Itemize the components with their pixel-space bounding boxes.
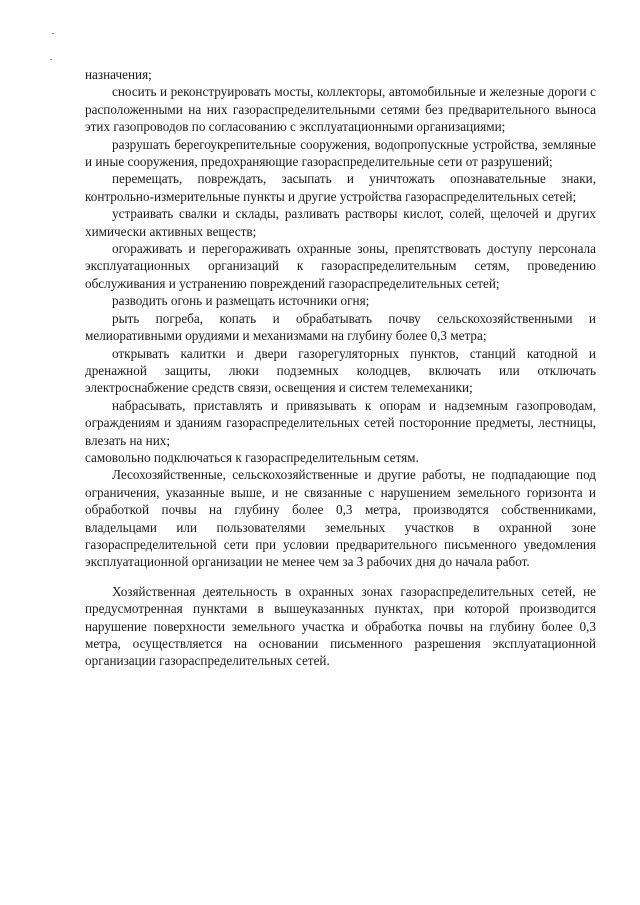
list-item-identification-signs: перемещать, повреждать, засыпать и уничтожать опознавательные знаки, контрольно-измерительные пункты и другие устройства газораспределительных сетей; bbox=[85, 171, 596, 204]
paragraph-permitted-works: Лесохозяйственные, сельскохозяйственные и другие работы, не подпадающие под ограничения, указанные выше, и не связанные с нарушением земельного горизонта и обработкой почвы на глубину более 0,3 метра, производятся собственниками, владельцами или пользователями земельных участков в охранной зоне газораспределительной сети при условии предварительного письменного уведомления эксплуатационной организации не менее чем за 3 рабочих дня до начала работ. bbox=[85, 467, 596, 570]
list-item-dumps: устраивать свалки и склады, разливать растворы кислот, солей, щелочей и других химически активных веществ; bbox=[85, 206, 596, 239]
list-item-bridges: сносить и реконструировать мосты, коллекторы, автомобильные и железные дороги с расположенными на них газораспределительными сетями без предварительного выноса этих газопроводов по согласованию с эксплуатационными организациями; bbox=[85, 84, 596, 135]
scan-speck bbox=[52, 33, 54, 34]
document-body bbox=[85, 66, 596, 670]
list-item-objects: набрасывать, приставлять и привязывать к опорам и надземным газопроводам, ограждениям и зданиям газораспределительных сетей посторонние предметы, лестницы, влезать на них; bbox=[85, 397, 596, 448]
list-item-bank-structures: разрушать берегоукрепительные сооружения, водопропускные устройства, земляные и иные сооружения, предохраняющие газораспределительные сети от разрушений; bbox=[85, 136, 596, 170]
list-item-digging: рыть погреба, копать и обрабатывать почву сельскохозяйственными и мелиоративными орудиями и механизмами на глубину более 0,3 метра; bbox=[85, 310, 596, 344]
list-item-gates: открывать калитки и двери газорегуляторных пунктов, станций катодной и дренажной защиты, люки подземных колодцев, включать или отключать электроснабжение средств связи, освещения и систем телемеханики; bbox=[85, 345, 596, 396]
list-item-fencing: огораживать и перегораживать охранные зоны, препятствовать доступу персонала эксплуатационных организаций к газораспределительным сетям, проведению обслуживания и устранению повреждений газораспределительных сетей; bbox=[85, 241, 596, 291]
list-item-fire: разводить огонь и размещать источники огня; bbox=[112, 293, 370, 309]
paragraph-economic-activity: Хозяйственная деятельность в охранных зонах газораспределительных сетей, не предусмотренная пунктами в вышеуказанных пунктах, при которой производится нарушение поверхности земельного участка и обработка почвы на глубину более 0,3 метра, осуществляется на основании письменного разрешения эксплуатационной организации газораспределительных сетей. bbox=[85, 583, 596, 669]
paragraph-continuation: назначения; bbox=[85, 67, 152, 82]
list-item-connection: самовольно подключаться к газораспределительным сетям. bbox=[85, 449, 419, 465]
scan-speck bbox=[50, 59, 52, 60]
